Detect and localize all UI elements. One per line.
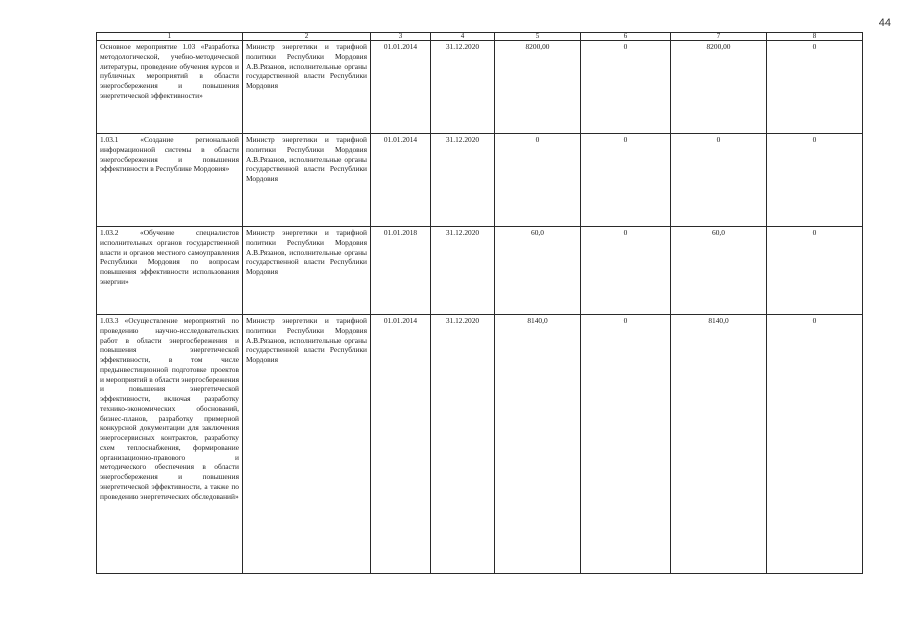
end-date: 31.12.2020 [431, 134, 495, 227]
measure-executor: Министр энергетики и тарифной политики Республики Мордовия А.В.Рязанов, исполнительные органы государственной власти Республики Мордовия [243, 134, 371, 227]
measure-description: Основное мероприятие 1.03 «Разработка методологической, учебно-методической литературы, проведение обучения курсов и публичных мероприятий в области энергосбережения и повышения энергетической эффективности» [97, 41, 243, 134]
column-number-row [97, 33, 863, 41]
value-col7: 0 [671, 134, 767, 227]
end-date: 31.12.2020 [431, 315, 495, 574]
column-number: 8 [767, 33, 863, 41]
value-col6: 0 [581, 227, 671, 315]
value-col8: 0 [767, 41, 863, 134]
measure-description: 1.03.2 «Обучение специалистов исполнительных органов государственной власти и органов местного самоуправления Республики Мордовия по вопросам повышения эффективности использования энергии» [97, 227, 243, 315]
start-date: 01.01.2014 [371, 134, 431, 227]
measure-description: 1.03.1 «Создание региональной информационной системы в области энергосбережения и повышения эффективности в Республике Мордовия» [97, 134, 243, 227]
table-row [97, 315, 863, 574]
end-date: 31.12.2020 [431, 227, 495, 315]
value-col5: 8140,0 [495, 315, 581, 574]
column-number: 5 [495, 33, 581, 41]
value-col6: 0 [581, 134, 671, 227]
page-number: 44 [878, 17, 891, 29]
measure-executor: Министр энергетики и тарифной политики Республики Мордовия А.В.Рязанов, исполнительные органы государственной власти Республики Мордовия [243, 227, 371, 315]
column-number: 7 [671, 33, 767, 41]
value-col8: 0 [767, 227, 863, 315]
value-col8: 0 [767, 134, 863, 227]
column-number: 2 [243, 33, 371, 41]
measures-table [96, 32, 863, 574]
value-col8: 0 [767, 315, 863, 574]
value-col6: 0 [581, 315, 671, 574]
table-row [97, 134, 863, 227]
column-number: 1 [97, 33, 243, 41]
start-date: 01.01.2018 [371, 227, 431, 315]
value-col6: 0 [581, 41, 671, 134]
end-date: 31.12.2020 [431, 41, 495, 134]
table-row [97, 227, 863, 315]
value-col7: 60,0 [671, 227, 767, 315]
column-number: 4 [431, 33, 495, 41]
measure-executor: Министр энергетики и тарифной политики Республики Мордовия А.В.Рязанов, исполнительные органы государственной власти Республики Мордовия [243, 315, 371, 574]
value-col5: 8200,00 [495, 41, 581, 134]
start-date: 01.01.2014 [371, 315, 431, 574]
value-col5: 0 [495, 134, 581, 227]
column-number: 3 [371, 33, 431, 41]
value-col7: 8140,0 [671, 315, 767, 574]
table-row [97, 41, 863, 134]
value-col5: 60,0 [495, 227, 581, 315]
start-date: 01.01.2014 [371, 41, 431, 134]
value-col7: 8200,00 [671, 41, 767, 134]
column-number: 6 [581, 33, 671, 41]
measure-executor: Министр энергетики и тарифной политики Республики Мордовия А.В.Рязанов, исполнительные органы государственной власти Республики Мордовия [243, 41, 371, 134]
measure-description: 1.03.3 «Осуществление мероприятий по проведению научно-исследовательских работ в области энергосбережения и повышения энергетической эффективности, в том числе предынвестиционной подготовке проектов и мероприятий в области энергосбережения и повышения энергетической эффективности, включая разработку технико-экономических обоснований, бизнес-планов, разработку примерной конкурсной документации для заключения энергосервисных контрактов, разработку схем теплоснабжения, формирование организационно-правового и методического обеспечения в области энергосбережения и повышения энергетической эффективности, а также по проведению энергетических обследований» [97, 315, 243, 574]
